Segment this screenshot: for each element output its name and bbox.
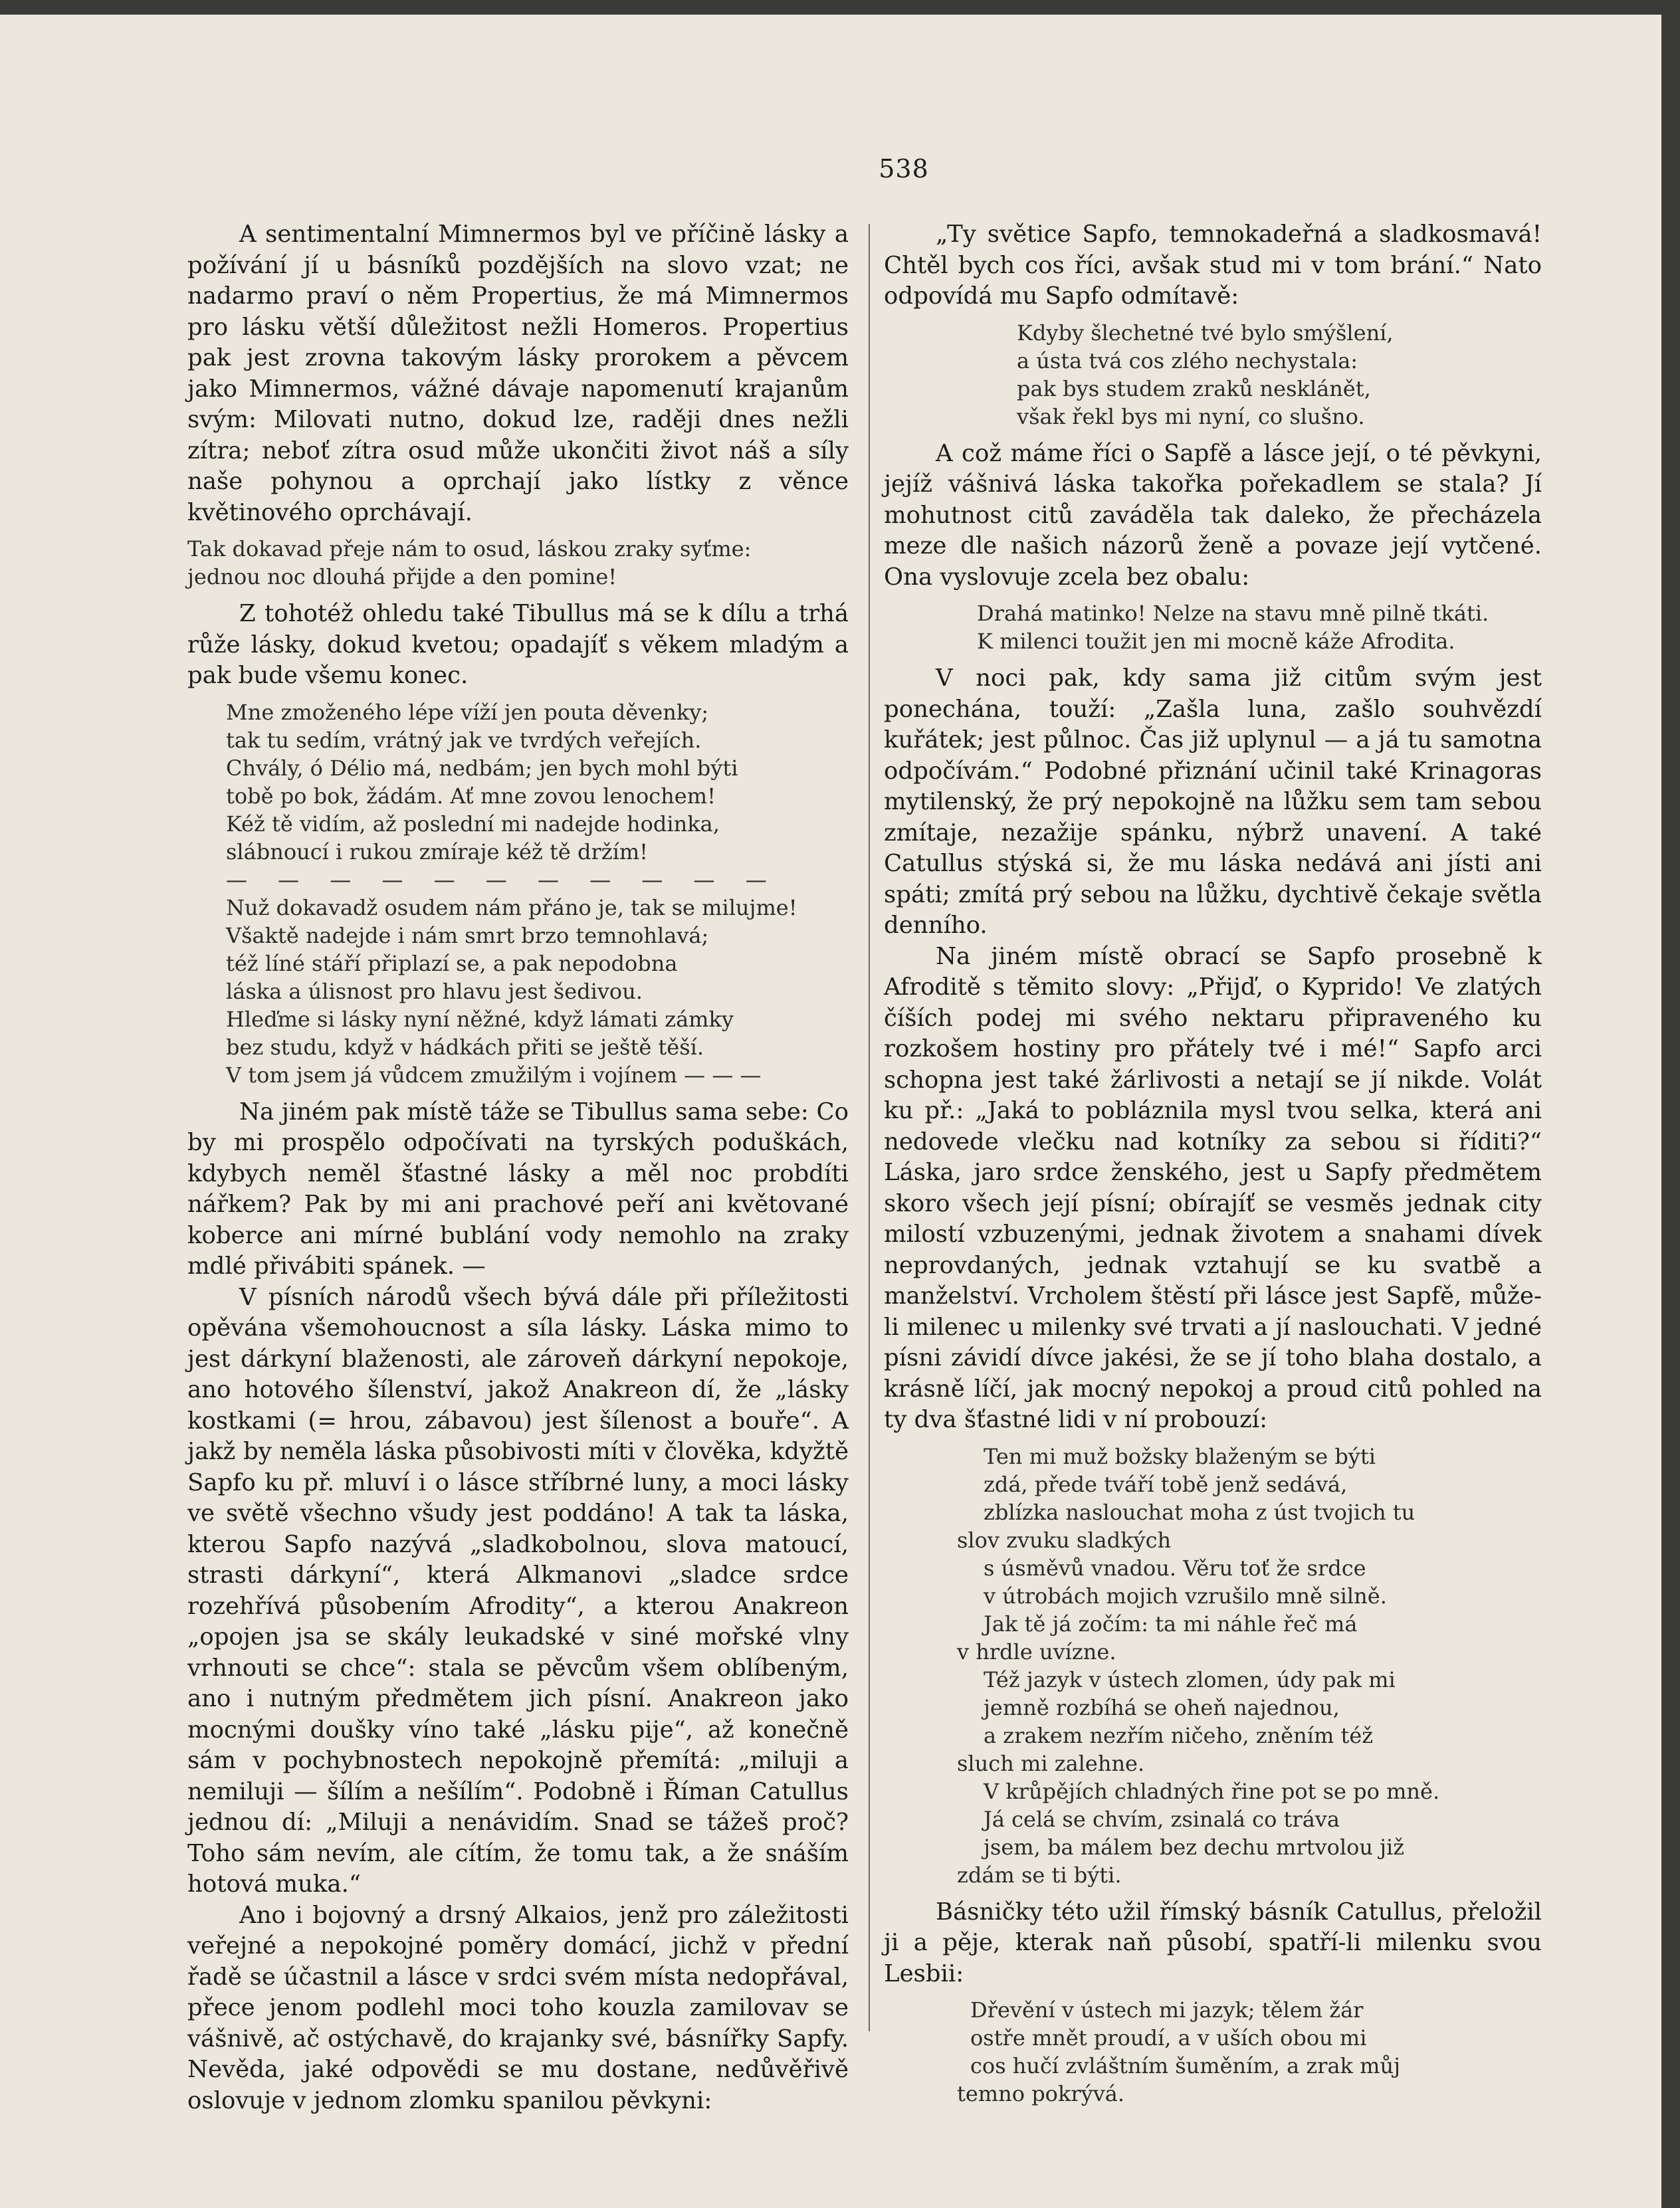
verse-line: Všaktě nadejde i nám smrt brzo temnohlavá; xyxy=(226,922,709,948)
verse-block xyxy=(884,599,1542,655)
verse-line: zblízka naslouchat moha z úst tvojich tu xyxy=(984,1499,1416,1525)
paragraph: V noci pak, kdy sama již citům svým jest ponechána, touží: „Zašla luna, zašlo souhvězdí kuřátek; jest půlnoc. Čas již uplynul — a já tu samotna odpočívám.“ Podobné přiznání učinil také Krinagoras mytilenský, že prý nepokojně na lůžku sem tam sebou zmítaje, nezažije spánku, nýbrž unavení. A také Catullus stýská si, že mu láska nedává ani jísti ani spáti; zmítá prý sebou na lůžku, dychtivě čekaje světla denního. xyxy=(884,664,1542,939)
verse-line: též líné stáří připlazí se, a pak nepodobna xyxy=(226,950,678,976)
paragraph: Básničky této užil římský básník Catullus, přeložil ji a pěje, kterak naň působí, spatří-li milenku svou Lesbii: xyxy=(884,1898,1542,1987)
verse-line: tobě po bok, žádám. Ať mne zovou lenochem! xyxy=(226,783,716,809)
verse-line: Ten mi muž božsky blaženým se býti xyxy=(984,1443,1376,1469)
verse-line: Kdyby šlechetné tvé bylo smýšlení, xyxy=(1017,320,1394,346)
verse-line: K milenci toužit jen mi mocně káže Afrodita. xyxy=(977,629,1455,654)
verse-line: jemně rozbíhá se oheň najednou, xyxy=(984,1694,1340,1720)
paragraph: Z tohotéž ohledu také Tibullus má se k dílu a trhá růže lásky, dokud kvetou; opadajíť s věkem mladým a pak bude všemu konec. xyxy=(187,600,849,689)
verse-line: Chvály, ó Délio má, nedbám; jen bych mohl býti xyxy=(226,755,738,781)
verse-line: slov zvuku sladkých xyxy=(957,1527,1172,1553)
verse-line: Tak dokavad přeje nám to osud, láskou zraky syťme: xyxy=(187,536,752,561)
verse-line: zdá, přede tváří tobě jenž sedává, xyxy=(984,1471,1348,1497)
verse-block xyxy=(884,1443,1542,1889)
verse-line: Též jazyk v ústech zlomen, údy pak mi xyxy=(984,1666,1396,1692)
dash-separator: — — — — — — — — — — — xyxy=(226,866,779,892)
left-column xyxy=(187,219,849,2116)
verse-line: jednou noc dlouhá přijde a den pomine! xyxy=(187,564,617,589)
paragraph: Na jiném místě obrací se Sapfo prosebně k Afroditě s těmito slovy: „Přijď, o Kyprido! Ve zlatých číších podej mi svého nektaru připraveného ku rozkošem hostiny pro přátely tvé i mé!“ Sapfo arci schopna jest také žárlivosti a netají se jí nikde. Volát ku př.: „Jaká to pobláznila mysl tvou selka, která ani nedovede vlečku nad kotníky za sebou si říditi?“ Láska, jaro srdce ženského, jest u Sapfy předmětem skoro všech její písní; obírajíť se vesměs jednak city milostí vzbuzenými, jednak životem a snahami dívek neprovdaných, jednak vztahují se ku svatbě a manželství. Vrcholem štěstí při lásce jest Sapfě, může-li milenec u milenky své trvati a jí naslouchati. V jedné písni závidí dívce jakési, že se jí toho blaha dostalo, a krásně líčí, jak mocný nepokoj a proud citů pohled na ty dva šťastné lidi v ní probouzí: xyxy=(884,942,1542,1433)
verse-block xyxy=(884,319,1542,431)
verse-line: sluch mi zalehne. xyxy=(957,1750,1145,1776)
right-column xyxy=(884,219,1542,2116)
verse-line: Hleďme si lásky nyní něžné, když lámati zámky xyxy=(226,1006,734,1032)
verse-block xyxy=(884,1996,1542,2108)
paragraph: „Ty světice Sapfo, temnokadeřná a sladkosmavá! Chtěl bych cos říci, avšak stud mi v tom brání.“ Nato odpovídá mu Sapfo odmítavě: xyxy=(884,221,1542,310)
book-page xyxy=(0,15,1661,2208)
verse-line: cos hučí zvláštním šuměním, a zrak můj xyxy=(970,2053,1400,2078)
verse-line: Nuž dokavadž osudem nám přáno je, tak se milujme! xyxy=(226,894,797,920)
verse-line: pak bys studem zraků nesklánět, xyxy=(1017,375,1371,401)
verse-line: Mne zmoženého lépe víží jen pouta děvenky; xyxy=(226,699,709,725)
verse-block xyxy=(187,535,849,591)
verse-line: ostře mnět proudí, a v uších obou mi xyxy=(970,2025,1367,2051)
verse-line: Já celá se chvím, zsinalá co tráva xyxy=(984,1806,1340,1832)
verse-block xyxy=(187,698,849,1089)
verse-line: láska a úlisnost pro hlavu jest šedivou. xyxy=(226,978,643,1004)
verse-line: V tom jsem já vůdcem zmužilým i vojínem — — — xyxy=(226,1062,762,1088)
verse-line: Drahá matinko! Nelze na stavu mně pilně tkáti. xyxy=(977,601,1489,626)
paragraph: Ano i bojovný a drsný Alkaios, jenž pro záležitosti veřejné a nepokojné poměry domácí, jichž v přední řadě se účastnil a lásce v srdci svém místa nedopřával, přece jenom podlehl moci toho kouzla zamilovav se vášnivě, ač ostýchavě, do krajanky své, básnířky Sapfy. Nevěda, jaké odpovědi se mu dostane, nedůvěřivě oslovuje v jednom zlomku spanilou pěvkyni: xyxy=(187,1901,849,2114)
verse-line: s úsměvů vnadou. Věru toť že srdce xyxy=(984,1555,1366,1581)
verse-line: však řekl bys mi nyní, co slušno. xyxy=(1017,403,1365,429)
verse-line: tak tu sedím, vrátný jak ve tvrdých veřejích. xyxy=(226,727,702,753)
paragraph: A sentimentalní Mimnermos byl ve příčině lásky a požívání jí u básníků pozdějších na slovo vzat; ne nadarmo praví o něm Propertius, že má Mimnermos pro lásku větší důležitost nežli Homeros. Propertius pak jest zrovna takovým lásky prorokem a pěvcem jako Mimnermos, vážné dávaje napomenutí krajanům svým: Milovati nutno, dokud lze, raději dnes nežli zítra; neboť zítra osud může ukončiti život náš a síly naše pohynou a oprchají jako lístky z věnce květinového oprchávají. xyxy=(187,221,849,526)
paragraph: V písních národů všech bývá dále při příležitosti opěvána všemohoucnost a síla lásky. Láska mimo to jest dárkyní blaženosti, ale zároveň dárkyní nepokoje, ano hotového šílenství, jakož Anakreon dí, že „lásky kostkami (= hrou, zábavou) jest šílenost a bouře“. A jakž by neměla láska působivosti míti v člověka, kdyžtě Sapfo ku př. mluví i o lásce stříbrné luny, a moci lásky ve světě všechno všudy jest poddáno! A tak ta láska, kterou Sapfo nazývá „sladkobolnou, slova matoucí, strasti dárkyní“, která Alkmanovi „sladce srdce rozehřívá působením Afrodity“, a kterou Anakreon „opojen jsa se skály leukadské v siné mořské vlny vrhnouti se chce“: stala se pěvcům všem oblíbeným, ano i nutným předmětem jich písní. Anakreon jako mocnými doušky víno také „lásku pije“, až konečně sám v pochybnostech nepokojně přemítá: „miluji a nemiluji — šílím a nešílím“. Podobně i Říman Catullus jednou dí: „Miluji a nenávidím. Snad se tážeš proč? Toho sám nevím, ale cítím, že tomu tak, a že snáším hotová muka.“ xyxy=(187,1283,849,1898)
paragraph: Na jiném pak místě táže se Tibullus sama sebe: Co by mi prospělo odpočívati na tyrských poduškách, kdybych neměl šťastné lásky a měl noc probdíti nářkem? Pak by mi ani prachové peří ani květované koberce ani mírné bublání vody nemohlo na zraky mdlé přivábiti spánek. — xyxy=(187,1098,849,1280)
verse-line: Dřevění v ústech mi jazyk; tělem žár xyxy=(970,1997,1364,2023)
verse-line: bez studu, když v hádkách přiti se ještě těší. xyxy=(226,1034,704,1060)
verse-line: zdám se ti býti. xyxy=(957,1862,1122,1888)
verse-line: v hrdle uvízne. xyxy=(957,1639,1116,1664)
column-divider xyxy=(869,224,870,2031)
verse-line: a ústa tvá cos zlého nechystala: xyxy=(1017,348,1358,373)
verse-line: slábnoucí i rukou zmíraje kéž tě držím! xyxy=(226,839,649,864)
verse-line: temno pokrývá. xyxy=(957,2081,1125,2106)
paragraph: A což máme říci o Sapfě a lásce její, o té pěvkyni, jejíž vášnivá láska takořka pořekadlem se stala? Jí mohutnost citů zaváděla tak daleko, že přecházela meze dle našich názorů ženě a povaze její vytčené. Ona vyslovuje zcela bez obalu: xyxy=(884,439,1542,591)
verse-line: Kéž tě vidím, až poslední mi nadejde hodinka, xyxy=(226,811,720,837)
verse-line: jsem, ba málem bez dechu mrtvolou již xyxy=(984,1834,1405,1860)
verse-line: V krůpějích chladných řine pot se po mně. xyxy=(984,1778,1440,1804)
verse-line: Jak tě já zočím: ta mi náhle řeč má xyxy=(984,1611,1358,1637)
verse-line: a zrakem nezřím ničeho, zněním též xyxy=(984,1722,1374,1748)
verse-line: v útrobách mojich vzrušilo mně silně. xyxy=(984,1583,1387,1609)
page-number: 538 xyxy=(879,154,929,183)
